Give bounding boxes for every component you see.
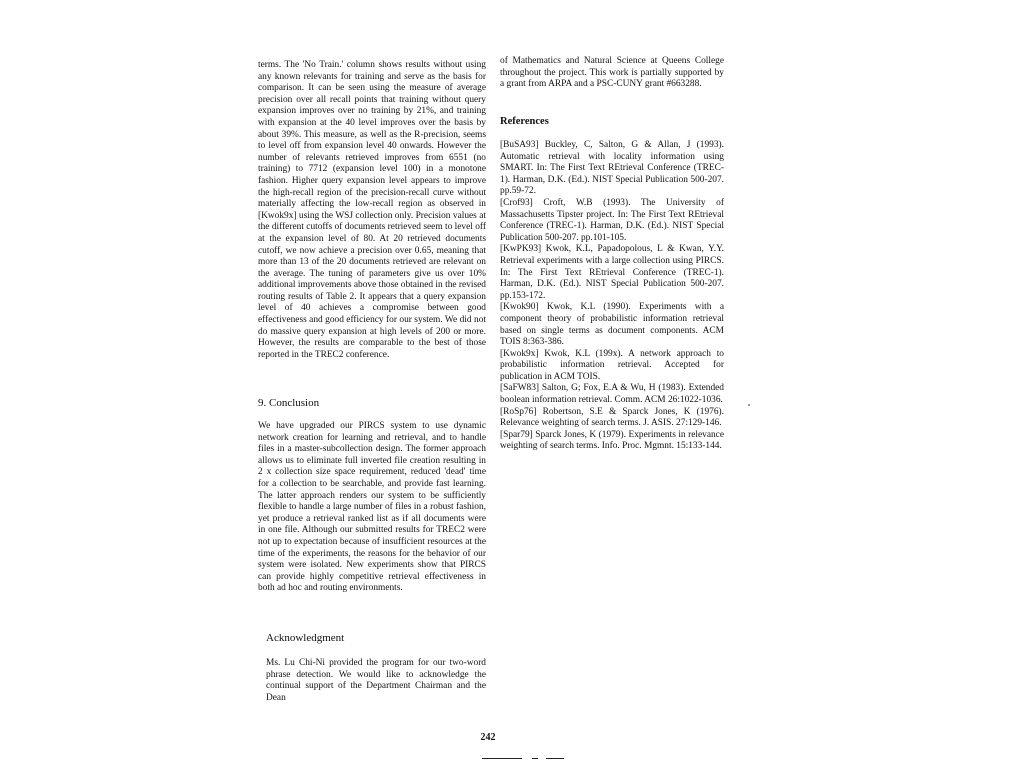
footer-rule xyxy=(532,758,538,759)
reference-item: [RoSp76] Robertson, S.E & Sparck Jones, K (1976). Relevance weighting of search terms. J. ASIS. 27:129-146. xyxy=(500,406,724,429)
references-heading: References xyxy=(500,116,549,127)
reference-item: [Spar79] Sparck Jones, K (1979). Experiments in relevance weighting of search terms. Info. Proc. Mgmnt. 15:133-144. xyxy=(500,429,724,452)
results-paragraph: terms. The 'No Train.' column shows results without using any known relevants for training and serve as the basis for comparison. It can be seen using the measure of average precision over all recall points that training without query expansion improves over no training by 21%, and training with expansion at the 40 level improves over the basis by about 39%. This measure, as well as the R-precision, seems to level off from expansion level 40 onwards. However the number of relevants retrieved improves from 6551 (no training) to 7712 (expansion level 100) in a monotone fashion. Higher query expansion level appears to improve the high-recall region of the precision-recall curve without materially affecting the low-recall region as observed in [Kwok9x] using the WSJ collection only. Precision values at the different cutoffs of documents retrieved seem to level off at the expansion level of 80. At 20 retrieved documents cutoff, we now achieve a precision over 0.65, meaning that more than 13 of the 20 documents retrieved are relevant on the average. The tuning of parameters give us over 10% additional improvements above those obtained in the revised routing results of Table 2. It appears that a query expansion level of 40 achieves a compromise between good effectiveness and good efficiency for our system. We did not do massive query expansion at high levels of 200 or more. However, the results are comparable to the best of those reported in the TREC2 conference. xyxy=(258,60,486,360)
acknowledgment-continued: of Mathematics and Natural Science at Queens College throughout the project. This work is partially supported by a grant from ARPA and a PSC-CUNY grant #663288. xyxy=(500,56,724,90)
scan-speck xyxy=(748,404,750,406)
conclusion-heading: 9. Conclusion xyxy=(258,397,320,409)
left-column xyxy=(258,60,486,361)
footer-rule xyxy=(546,758,564,759)
acknowledgment-heading: Acknowledgment xyxy=(266,632,345,644)
conclusion-body xyxy=(258,421,486,595)
conclusion-paragraph: We have upgraded our PIRCS system to use dynamic network creation for learning and retrieval, and to handle files in a master-subcollection design. The former approach allows us to eliminate full inverted file creation resulting in 2 x collection size space requirement, reduced 'dead' time for a collection to be searchable, and provide fast learning. The latter approach renders our system to be sufficiently flexible to handle a large number of files in a robust fashion, yet produce a retrieval ranked list as if all documents were in one file. Although our submitted results for TREC2 were not up to expectation because of insufficient resources at the time of the experiments, the reasons for the behavior of our system were isolated. New experiments show that PIRCS can provide highly competitive retrieval effectiveness in both ad hoc and routing environments. xyxy=(258,421,486,594)
reference-item: [SaFW83] Salton, G; Fox, E.A & Wu, H (1983). Extended boolean information retrieval. Comm. ACM 26:1022-1036. xyxy=(500,383,724,406)
conclusion-section xyxy=(258,397,486,410)
footer-rule xyxy=(482,758,522,759)
reference-item: [Crof93] Croft, W.B (1993). The University of Massachusetts Tipster project. In: The First Text REtrieval Conference (TREC-1). Harman, D.K. (Ed.). NIST Special Publication 500-207. pp.101-105. xyxy=(500,197,724,243)
references-list xyxy=(500,140,724,453)
reference-item: [Kwok9x] Kwok, K.L (199x). A network approach to probabilistic information retrieval. Accepted for publication in ACM TOIS. xyxy=(500,348,724,382)
right-column xyxy=(500,56,724,91)
reference-item: [Kwok90] Kwok, K.L (1990). Experiments with a component theory of probabilistic information retrieval based on single terms as document components. ACM TOIS 8:363-386. xyxy=(500,302,724,348)
page-number: 242 xyxy=(480,732,496,743)
reference-item: [BuSA93] Buckley, C, Salton, G & Allan, J (1993). Automatic retrieval with locality information using SMART. In: The First Text REtrieval Conference (TREC-1). Harman, D.K. (Ed.). NIST Special Publication 500-207. pp.59-72. xyxy=(500,140,724,197)
reference-item: [KwPK93] Kwok, K.L, Papadopolous, L & Kwan, Y.Y. Retrieval experiments with a large collection using PIRCS. In: The First Text REtrieval Conference (TREC-1). Harman, D.K. (Ed.). NIST Special Publication 500-207. pp.153-172. xyxy=(500,244,724,301)
acknowledgment-body xyxy=(266,658,486,704)
acknowledgment-section xyxy=(266,632,486,645)
acknowledgment-paragraph: Ms. Lu Chi-Ni provided the program for our two-word phrase detection. We would like to acknowledge the continual support of the Department Chairman and the Dean xyxy=(266,658,486,703)
